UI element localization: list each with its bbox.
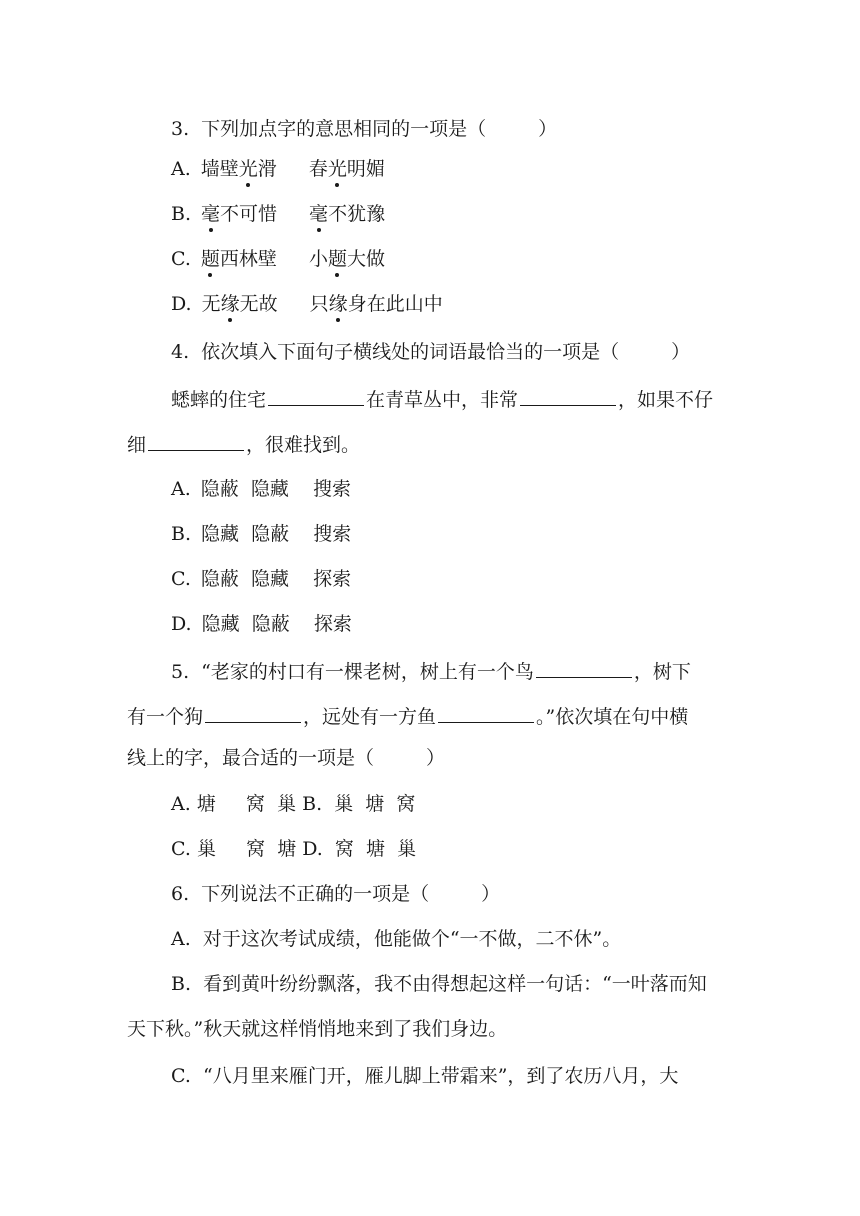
q4-sentence-line-1: 蟋蟀的住宅 在青草丛中，非常 ，如果不仔 — [171, 385, 713, 409]
emphasis-dot-char: 题 — [327, 248, 347, 270]
fill-blank — [438, 702, 534, 723]
question-5-line-2: 有一个狗 ，远处有一方鱼 。”依次填在句中横 — [127, 702, 688, 726]
paren-close: ） — [671, 341, 691, 363]
question-number: 3. — [171, 118, 190, 140]
q6-option-b-line-2: 天下秋。”秋天就这样悄悄地来到了我们身边。 — [127, 1018, 508, 1040]
emphasis-dot-char: 毫 — [309, 203, 329, 225]
question-number: 4. — [171, 341, 190, 363]
question-text: 下列加点字的意思相同的一项是（ — [201, 118, 487, 140]
question-3-stem — [171, 117, 557, 141]
q5-options-row-1: A. 塘 窝 巢 B. 巢 塘 窝 — [171, 793, 416, 815]
fill-blank — [205, 702, 301, 723]
q6-option-b-line-1: B. 看到黄叶纷纷飘落，我不由得想起这样一句话：“一叶落而知 — [171, 973, 707, 995]
fill-blank — [520, 385, 616, 406]
q5-options-row-2: C. 巢 窝 塘 D. 窝 塘 巢 — [171, 838, 417, 860]
fill-blank — [148, 430, 244, 451]
q3-option-b: B. 毫不可惜 毫不犹豫 — [171, 203, 386, 225]
question-number: 6. — [171, 883, 190, 905]
q3-option-c: C. 题西林壁 小题大做 — [171, 248, 385, 270]
question-5-line-3: 线上的字，最合适的一项是（ ） — [127, 747, 446, 769]
emphasis-dot-char: 光 — [327, 158, 347, 180]
question-number: 5. — [171, 661, 190, 683]
question-5-line-1: 5. “老家的村口有一棵老树，树上有一个鸟 ，树下 — [171, 657, 691, 681]
q4-option-d: D. 隐藏 隐蔽 探索 — [171, 613, 352, 635]
q6-option-a: A. 对于这次考试成绩，他能做个“一不做，二不休”。 — [171, 928, 622, 950]
emphasis-dot-char: 题 — [200, 248, 220, 270]
emphasis-dot-char: 毫 — [201, 203, 221, 225]
paren-close: ） — [481, 883, 501, 905]
q6-option-c-line-1: C. “八月里来雁门开，雁儿脚上带霜来”，到了农历八月，大 — [171, 1065, 679, 1087]
question-6-stem — [171, 882, 500, 906]
paren-close: ） — [426, 747, 446, 769]
paren-close: ） — [538, 118, 558, 140]
question-text: 下列说法不正确的一项是（ — [201, 883, 430, 905]
question-text: 依次填入下面句子横线处的词语最恰当的一项是（ — [201, 341, 620, 363]
emphasis-dot-char: 光 — [238, 158, 258, 180]
q4-option-a: A. 隐蔽 隐藏 搜索 — [171, 478, 352, 500]
q4-option-b: B. 隐藏 隐蔽 搜索 — [171, 523, 352, 545]
emphasis-dot-char: 缘 — [328, 293, 348, 315]
question-4-stem — [171, 340, 690, 364]
fill-blank — [268, 385, 364, 406]
q3-option-d: D. 无缘无故 只缘身在此山中 — [171, 293, 443, 315]
q3-option-a: A. 墙壁光滑 春光明媚 — [171, 158, 385, 180]
emphasis-dot-char: 缘 — [220, 293, 240, 315]
q4-option-c: C. 隐蔽 隐藏 探索 — [171, 568, 352, 590]
fill-blank — [536, 657, 632, 678]
q4-sentence-line-2: 细 ，很难找到。 — [127, 430, 360, 454]
